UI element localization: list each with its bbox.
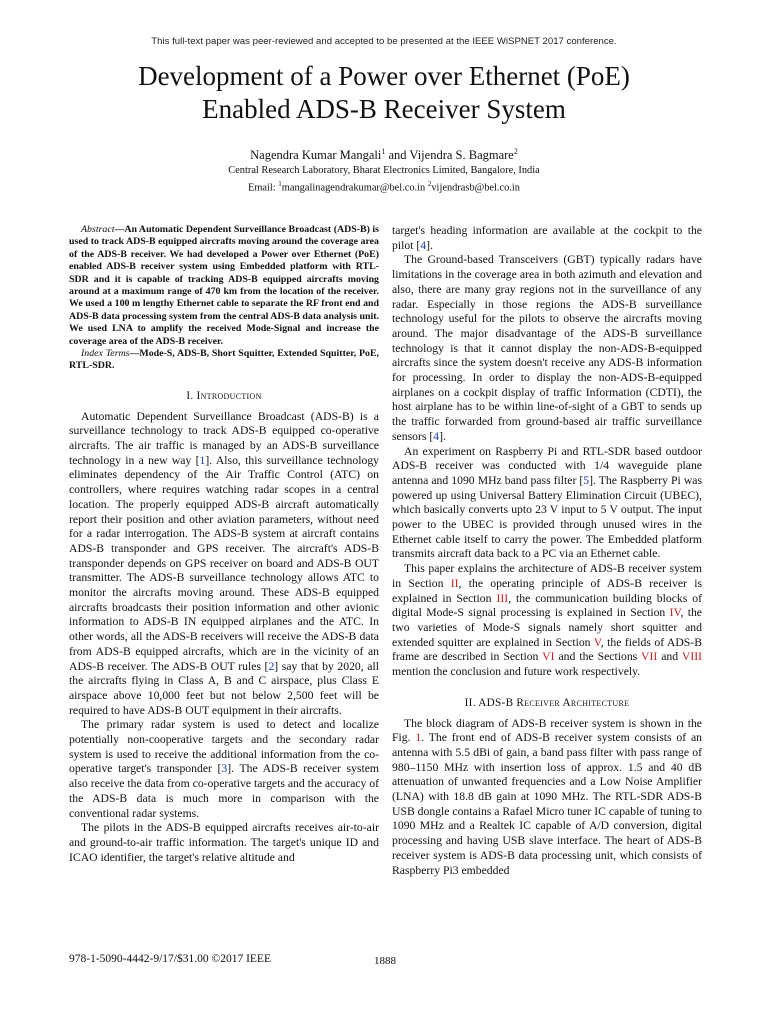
text-span: and the Sections: [554, 650, 641, 664]
page-number: 1888: [374, 955, 396, 967]
text-span: ].: [426, 238, 433, 252]
text-span: mention the conclusion and future work respectively.: [392, 665, 641, 679]
index-terms-text: —Mode-S, ADS-B, Short Squitter, Extended Squitter, PoE, RTL-SDR.: [69, 348, 379, 372]
section-link[interactable]: VII: [641, 650, 658, 664]
left-column: [69, 224, 379, 865]
right-paragraph-1: [392, 224, 702, 253]
citation-link[interactable]: 3: [221, 762, 228, 776]
arch-paragraph-1: [392, 717, 702, 879]
citation-link[interactable]: 4: [420, 238, 427, 252]
index-terms-label: Index Terms: [81, 348, 130, 360]
right-paragraph-2: [392, 253, 702, 444]
citation-link[interactable]: 1: [199, 453, 206, 467]
citation-link[interactable]: 5: [583, 473, 590, 487]
text-span: , the operating principle of ADS-B receiver is explained in Section: [392, 576, 702, 605]
email-2-sup: 2: [427, 180, 432, 188]
figure-link[interactable]: 1: [415, 731, 422, 745]
email-1: mangalinagendrakumar@bel.co.in: [281, 182, 426, 194]
text-span: The Ground-based Transceivers (GBT) typically radars have limitations in the coverage area in both azimuth and elevation and also, there are many gray regions not in the surveillance of any radar. Especially in those regions the ADS-B surveillance technology useful for the pilots to observe the aircrafts moving around. The major disadvantage of the ADS-B surveillance technology is that it cannot display the non-ADS-B-equipped aircrafts since the system doesn't receive any ADS-B information for processing. In order to display the non-ADS-B-equipped airplanes on a cockpit display of traffic Information (CDTI), the host airplane has to be within line-of-sight of a GBT to sends up the traffic forwarded from ground-based air traffic surveillance sensors [: [392, 253, 702, 443]
section-link[interactable]: VIII: [681, 650, 702, 664]
abstract-label: Abstract: [81, 224, 115, 235]
text-span: , the fields of ADS-B frame are described in Section: [392, 635, 702, 664]
section-link[interactable]: V: [593, 635, 601, 649]
text-span: ]. Also, this surveillance technology eliminates dependency of the Air Traffic Control (ATC) on controllers, where requires watching radar scopes in a central location. The properly equipped ADS-B aircraft automatically report their position and other aviation parameters, without need for a radar interrogation. The ADS-B system at aircraft contains ADS-B transponder and GPS receiver. The aircraft's ADS-B transponder depends on GPS receiver on board and ADS-B OUT transmitter. The ADS-B surveillance technology allows ATC to monitor the aircrafts moving around. These ADS-B equipped aircrafts broadcasts their position information and other avionic information to ADS-B IN equipped airplanes and the ATC. In other words, all the ADS-B receivers will receive the ADS-B data from ADS-B equipped aircrafts, which are in the vicinity of an ADS-B receiver. The ADS-B OUT rules [: [69, 453, 380, 673]
email-2: vijendrasb@bel.co.in: [431, 182, 520, 194]
text-span: . The front end of ADS-B receiver system consists of an antenna with 5.5 dBi of gain, a band pass filter with pass range of 980–1150 MHz with insertion loss of approx. 1.5 and 40 dB attenuation of unwanted frequencies and a Low Noise Amplifier (LNA) with 18.8 dB gain at 1090 MHz. The RTL-SDR ADS-B USB dongle contains a Rafael Micro tuner IC capable of tuning to 1090 MHz and a Realtek IC capable of A/D conversion, digital processing and having USB slave interface. The heart of ADS-B receiver system is ADS-B data processing unit, which consists of Raspberry Pi3 embedded: [392, 731, 702, 877]
text-span: Automatic Dependent Surveillance Broadcast (ADS-B) is a surveillance technology to track ADS-B equipped co-operative aircrafts. The air traffic is managed by an ADS-B surveillance technology in a new way [: [69, 409, 379, 467]
section-link[interactable]: II: [450, 576, 459, 590]
text-span: An experiment on Raspberry Pi and RTL-SDR based outdoor ADS-B receiver was conducted with 1/4 waveguide plane antenna and 1090 MHz band pass filter [: [392, 444, 702, 487]
text-span: , the communication building blocks of digital Mode-S signal processing is explained in Section: [392, 591, 702, 620]
author-2: Vijendra S. Bagmare: [409, 148, 514, 163]
right-column: [392, 224, 702, 878]
text-span: ]. The Raspberry Pi was powered up using Universal Battery Elimination Circuit (UBEC), which basically converts upto 23 V input to 5 V output. The input power to the UBEC is provided through unused wires in the Ethernet cable itself to carry the power. The Embedded platform transmits aircraft data back to a PC via an Ethernet cable.: [392, 473, 703, 561]
intro-paragraph-2: [69, 718, 379, 821]
paper-title: [40, 60, 728, 126]
intro-paragraph-1: [69, 410, 379, 719]
intro-paragraph-3: The pilots in the ADS-B equipped aircrafts receives air-to-air and ground-to-air traffic information. The target's unique ID and ICAO identifier, the target's relative altitude and: [69, 821, 379, 864]
section-link[interactable]: IV: [669, 606, 681, 620]
email-1-sup: 1: [278, 180, 282, 188]
conference-note: This full-text paper was peer-reviewed and accepted to be presented at the IEEE WiSPNET 2017 conference.: [151, 36, 617, 47]
text-span: ]. The ADS-B receiver system also receive the data from co-operative targets and the accuracy of the ADS-B data is much more in comparison with the conventional radar systems.: [69, 762, 379, 820]
affiliation: Central Research Laboratory, Bharat Electronics Limited, Bangalore, India: [228, 165, 540, 176]
index-terms: [69, 348, 379, 373]
text-span: ].: [439, 429, 446, 443]
text-span: ] say that by 2020, all the aircrafts flying in Class A, B and C airspace, plus Class E airspace above 10,000 feet but not below 2,500 feet will be required to have ADS-B OUT equipment in their aircrafts.: [69, 659, 379, 717]
section-heading-architecture: II. ADS-B Receiver Architecture: [464, 696, 630, 709]
text-span: The block diagram of ADS-B receiver system is shown in the Fig.: [392, 716, 702, 745]
citation-link[interactable]: 4: [433, 429, 440, 443]
text-span: This paper explains the architecture of ADS-B receiver system in Section: [392, 562, 702, 590]
section-heading-introduction: I. Introduction: [186, 389, 262, 402]
authors: [0, 147, 768, 163]
abstract-text: —An Automatic Dependent Surveillance Broadcast (ADS-B) is used to track ADS-B equipped aircrafts moving around the coverage area of the ADS-B receiver. We had developed a Power over Ethernet (PoE) enabled ADS-B receiver system using Embedded platform with RTL-SDR and it is capable of tracking ADS-B equipped aircrafts moving around at a maximum range of 470 km from the location of the receiver. We used a 100 m lengthy Ethernet cable to separate the RF front end and ADS-B data processing system from the central ADS-B data analysis unit. We used LNA to amplify the received Mode-Signal and increase the coverage area of the ADS-B receiver.: [69, 224, 379, 347]
section-link[interactable]: VI: [542, 650, 555, 664]
email-line: [0, 180, 768, 193]
text-span: The primary radar system is used to detect and localize potentially non-cooperative targets and the secondary radar system is used to receive the additional information from the co-operative target's transponder [: [69, 718, 379, 776]
author-and: and: [385, 148, 410, 163]
author-1-sup: 1: [381, 147, 386, 156]
footer-isbn: 978-1-5090-4442-9/17/$31.00 ©2017 IEEE: [69, 953, 271, 965]
right-paragraph-3: [392, 445, 702, 563]
text-span: target's heading information are available at the cockpit to the pilot [: [392, 224, 702, 252]
text-span: and: [657, 650, 682, 664]
citation-link[interactable]: 2: [268, 659, 275, 673]
right-paragraph-4: [392, 562, 702, 680]
title-line-1: Development of a Power over Ethernet (PoE): [138, 61, 630, 91]
title-line-2: Enabled ADS-B Receiver System: [202, 94, 566, 124]
email-prefix: Email:: [247, 182, 279, 194]
text-span: , the two varieties of Mode-S signals namely short squitter and extended squitter are explained in Section: [392, 606, 702, 649]
author-1: Nagendra Kumar Mangali: [250, 148, 382, 163]
abstract: [69, 224, 379, 348]
author-2-sup: 2: [513, 147, 518, 156]
section-link[interactable]: III: [496, 591, 509, 605]
